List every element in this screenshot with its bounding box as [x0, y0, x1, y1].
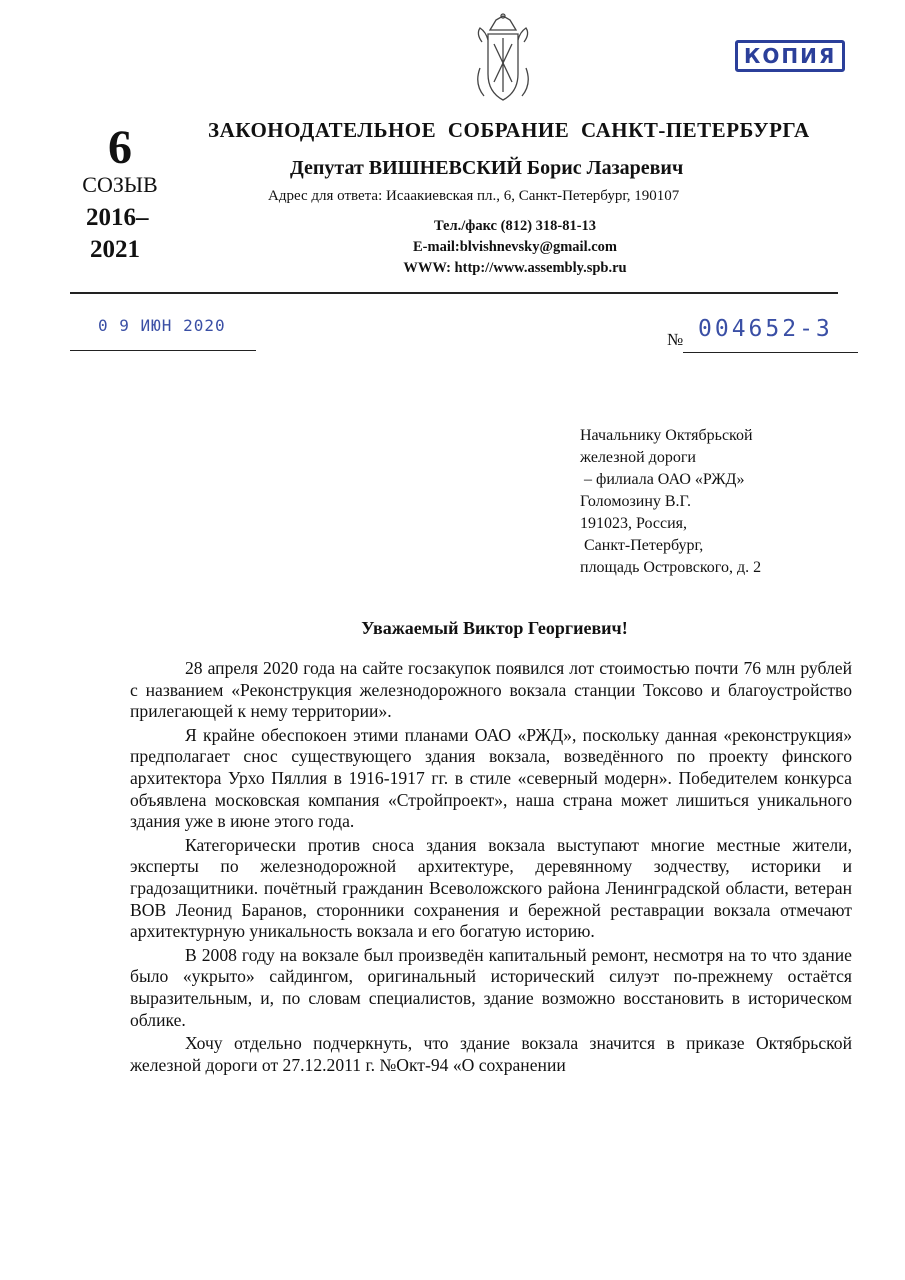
salutation: Уважаемый Виктор Георгиевич!	[361, 618, 628, 638]
convocation-years-start: 2016–	[86, 204, 149, 231]
date-underline	[70, 350, 256, 351]
organization-title: ЗАКОНОДАТЕЛЬНОЕ СОБРАНИЕ САНКТ-ПЕТЕРБУРГА	[208, 118, 810, 142]
addressee-line: Начальнику Октябрьской	[580, 427, 753, 444]
registration-number-stamp: 004652-3	[698, 316, 833, 342]
reply-address: Адрес для ответа: Исаакиевская пл., 6, Санкт-Петербург, 190107	[268, 188, 680, 204]
phone-fax: Тел./факс (812) 318-81-13	[433, 218, 597, 234]
body-paragraph: Хочу отдельно подчеркнуть, что здание вокзала значится в приказе Октябрьской железной дороги от 27.12.2011 г. №Окт-94 «О сохранении	[130, 1033, 852, 1075]
number-underline	[683, 352, 858, 353]
addressee-line: Санкт-Петербург,	[580, 537, 704, 554]
email-address: E-mail:blvishnevsky@gmail.com	[412, 239, 617, 255]
body-paragraph: Я крайне обеспокоен этими планами ОАО «РЖД», поскольку данная «реконструкция» предполагает снос существующего здания вокзала, возведённого по проекту финского архитектора Урхо Пяллия в 1916-1917 гг. в стиле «северный модерн». Победителем конкурса объявлена московская компания «Стройпроект», наша страна может лишиться уникального здания уже в июне этого года.	[130, 724, 852, 832]
convocation-number: 6	[108, 121, 132, 174]
addressee-line: площадь Островского, д. 2	[580, 559, 762, 576]
convocation-years-end: 2021	[90, 236, 140, 263]
number-label: №	[667, 330, 684, 349]
coat-of-arms-emblem	[470, 12, 536, 108]
addressee-block	[580, 425, 761, 579]
convocation-label: СОЗЫВ	[82, 172, 158, 197]
addressee-line: Голомозину В.Г.	[580, 493, 691, 510]
body-paragraph: Категорически против сноса здания вокзала выступают многие местные жители, эксперты по железнодорожной архитектуре, деревянному зодчеству, историки и градозащитники. почётный гражданин Всеволожского района Ленинградской области, ветеран ВОВ Леонид Баранов, сторонники сохранения и бережной реставрации вокзала отмечают архитектурную уникальность вокзала и его богатую историю.	[130, 834, 852, 942]
website-url: WWW: http://www.assembly.spb.ru	[403, 260, 627, 276]
body-paragraph: 28 апреля 2020 года на сайте госзакупок появился лот стоимостью почти 76 млн рублей с названием «Реконструкция железнодорожного вокзала станции Токсово и благоустройство прилегающей к нему территории».	[130, 658, 852, 722]
addressee-line: – филиала ОАО «РЖД»	[580, 471, 745, 488]
copy-stamp: КОПИЯ	[735, 40, 845, 72]
deputy-name: Депутат ВИШНЕВСКИЙ Борис Лазаревич	[290, 157, 684, 179]
contact-block	[320, 216, 710, 279]
body-paragraph: В 2008 году на вокзале был произведён капитальный ремонт, несмотря на то что здание было «укрыто» сайдингом, оригинальный исторический силуэт по-прежнему остаётся выразительным, и, по словам специалистов, здание возможно восстановить в историческом облике.	[130, 944, 852, 1030]
addressee-line: 191023, Россия,	[580, 515, 688, 532]
letter-body	[130, 658, 852, 1078]
addressee-line: железной дороги	[580, 449, 696, 466]
header-divider	[70, 292, 838, 294]
date-stamp: 0 9 ИЮН 2020	[98, 316, 226, 335]
